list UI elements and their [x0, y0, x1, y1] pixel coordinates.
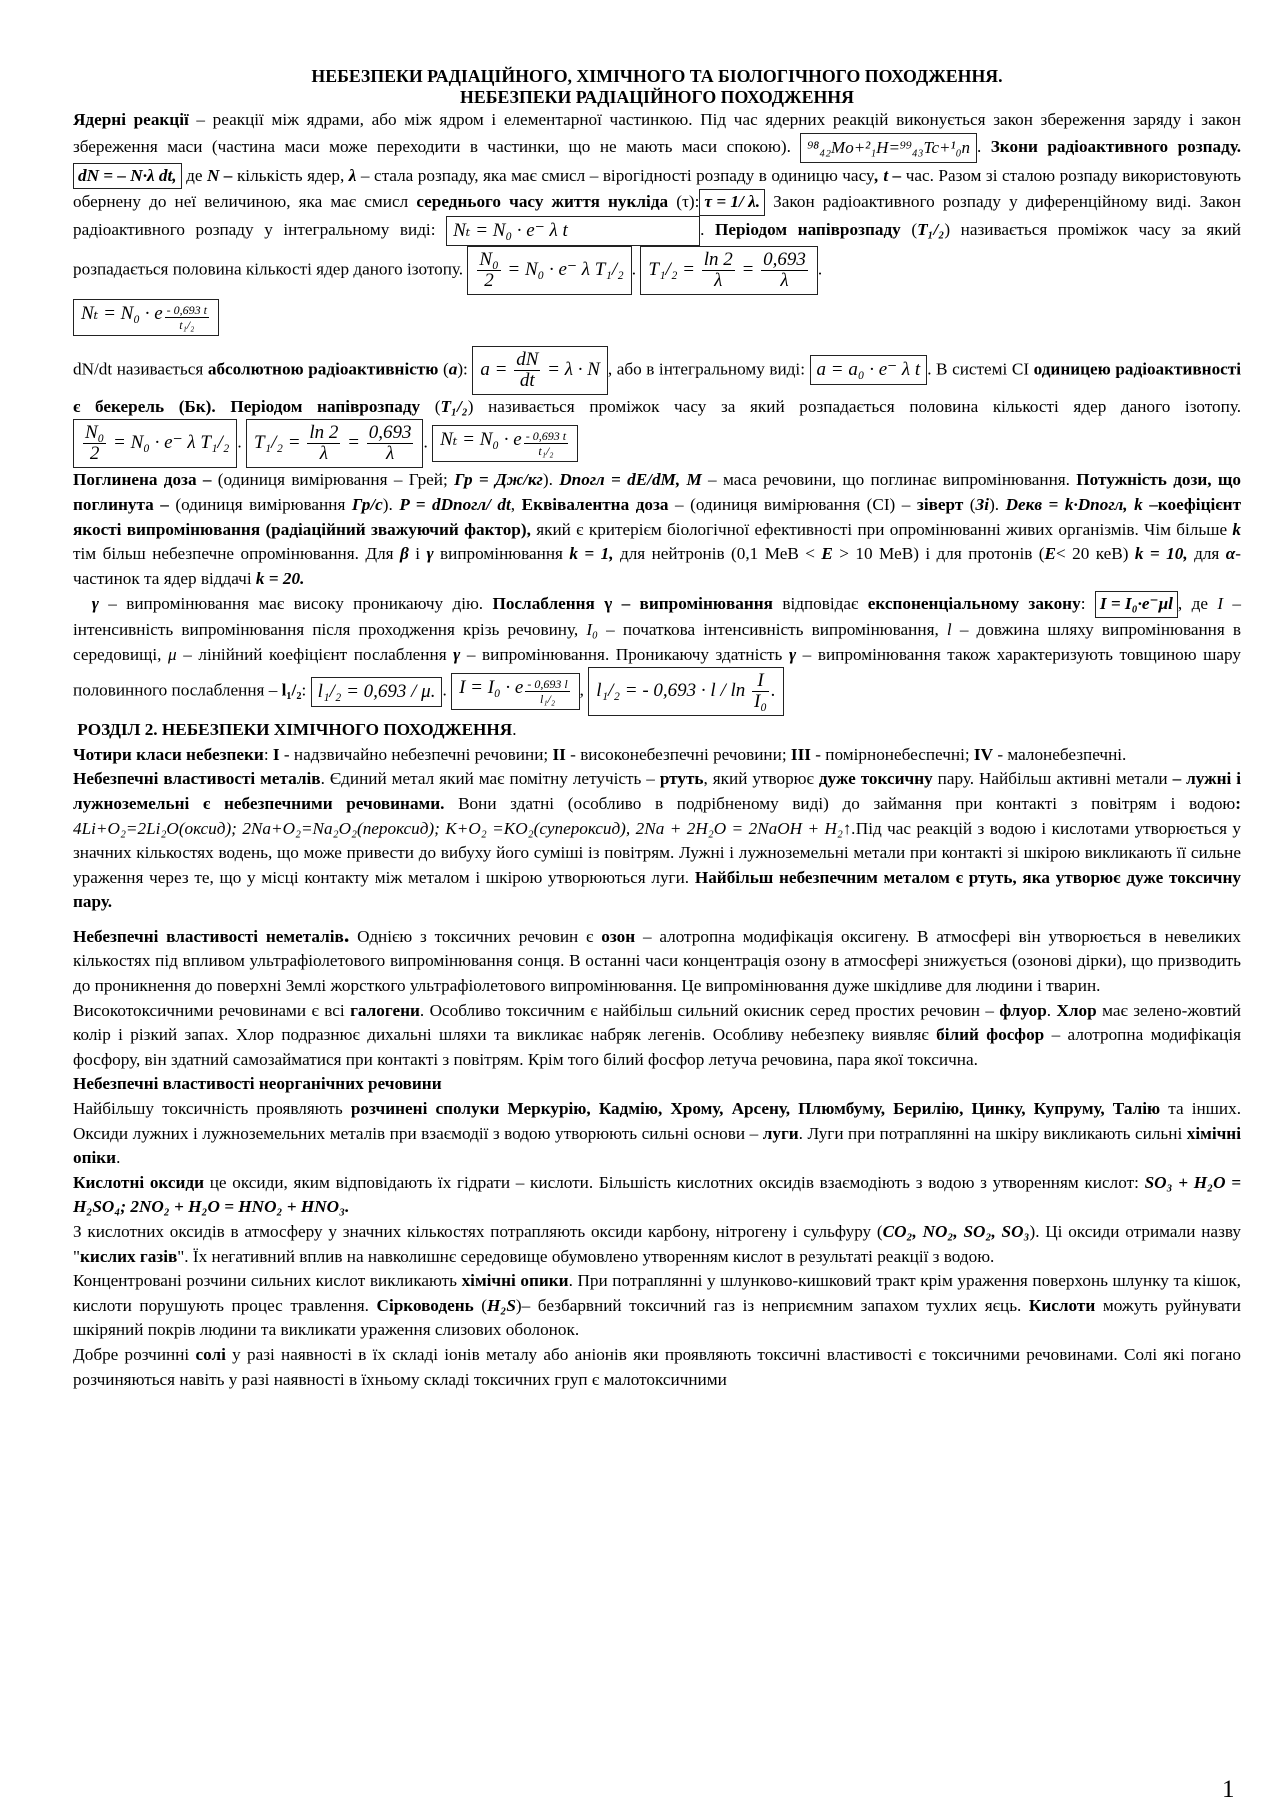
formula-half-life-lambda-2: T₁/₂ = $\frac{\ln 2}{\lambda}$ = $\frac{0,693}{\lambda}$ [246, 419, 424, 468]
formula-activity-integral: a = a₀ · e⁻ λ t [810, 355, 928, 385]
formula-intensity: I = I₀ · e $\frac{- 0,693 l}{\text{l₁/₂}}$ [451, 673, 580, 710]
formula-integral-decay: Nₜ = N₀ · e⁻ λ t [446, 216, 700, 246]
term-half-life: Періодом напіврозпаду [714, 219, 901, 239]
term-dose-rate: Потужність дози, що поглинута – [73, 470, 1241, 514]
formula-half-population: $\frac{\text{N₀}}{2}$ = N₀ · e⁻ λ T₁/₂ [467, 246, 631, 295]
formula-decay-law: dN = – N·λ dt, [73, 163, 182, 190]
term-mean-lifetime: середнього часу життя нукліда [416, 192, 669, 212]
paragraph-acid-gases: З кислотних оксидів в атмосферу у значних кількостях потрапляють оксиди карбону, нітрогену і сульфуру (CO₂, NO₂, SO₂, SO₃). Ці оксиди отримали назву "кислих газів". Їх негативний вплив на навколишнє середовище обумовлено утворенням кислот в результаті реакції з водою. [73, 1222, 1241, 1266]
paragraph-dose: Поглинена доза – (одиниця вимірювання – Грей; Гр = Дж/кг). Dпогл = dE/dM, M – маса речовини, що поглинає випромінювання. Потужність дози, що поглинута – (одиниця вимірювання Гр/с). P = dDпогл/ dt, Еквівалентна доза – (одиниця вимірювання (СІ) – зіверт (Зі). Dекв = k·Dпогл, k –коефіцієнт якості випромінювання (радіаційний зважуючий фактор), який є критерієм біологічної ефективності при опромінюванні живих організмів. Чім більше k тім більш небезпечне опромінювання. Для β і γ випромінювання k = 1, для нейтронів (0,1 МеВ < E > 10 МеВ) і для протонів (E< 20 кеВ) k = 10, для α-частинок та ядер віддачі k = 20. [73, 470, 1242, 588]
formula-acid-oxides: SO₃ + H₂O = H₂SO₄; 2NO₂ + H₂O = HNO₂ + HNO₃. [73, 1172, 1241, 1217]
paragraph-inorganic: Найбільшу токсичність проявляють розчинені сполуки Меркурію, Кадмію, Хрому, Арсену, Плюмбуму, Берилію, Цинку, Купруму, Талію та інших. Оксиди лужних і лужноземельних металів при взаємодії з водою утворюють сильні основи – луги. Луги при потраплянні на шкіру викликають сильні хімічні опіки. [73, 1099, 1242, 1168]
term-absolute-activity: абсолютною радіоактивністю [207, 359, 439, 379]
paragraph-salts: Добре розчинні солі у разі наявності в їх складі іонів металу або аніонів яки проявляють токсичні властивості є токсичними речовинами. Солі які погано розчиняються навіть у разі наявності в їхньому складі токсичних груп є малотоксичними [73, 1344, 1241, 1389]
paragraph-nonmetals: Небезпечні властивості неметалів. Однією з токсичних речовин є озон – алотропна модифікація оксигену. В атмосфері він утворюється в невеликих кількостях під впливом ультрафіолетового випромінювання сонця. В останні часи концентрація озону в атмосфері знижується (озонові дірки), що призводить до проникнення до поверхні Землі жорсткого ультрафіолетового випромінювання. Це випромінювання дуже шкідливе для людини і тварин. [73, 921, 1242, 996]
formula-activity: a = $\frac{dN}{dt}$ = λ · N [472, 346, 608, 395]
term-nuclear-reactions: Ядерні реакції [73, 110, 189, 129]
page-number: 1 [1222, 1776, 1235, 1803]
term-decay-laws: Зкони радіоактивного розпаду. [990, 136, 1242, 156]
paragraph-activity: dN/dt називається абсолютною радіоактивністю (a): a = $\frac{dN}{dt}$ = λ · N , або в інтегральному виді: a = a₀ · e⁻ λ t . В системі СІ одиницею радіоактивності є бекерель (Бк). Періодом напіврозпаду (T₁/₂) називається проміжок часу за який розпадається половина кількості ядер даного ізотопу. $\frac{\text{N₀}}{2}$ = N₀ · e⁻ λ T₁/₂ . T₁/₂ = $\frac{\ln 2}{\lambda}$ = $\frac{0,693}{\lambda}$ . Nₜ = N₀ · e $\frac{- 0,693 t}{\text{t₁/₂}}$ [73, 346, 1241, 469]
term-becquerel: одиницею радіоактивності є бекерель (Бк). Періодом напіврозпаду [73, 359, 1242, 416]
document-page [73, 66, 1241, 1392]
formula-half-value-layer: l₁/₂ = 0,693 / μ. [311, 677, 443, 707]
formula-tau: τ = 1/ λ. [699, 189, 765, 216]
section-heading-chemical: РОЗДІЛ 2. НЕБЕЗПЕКИ ХІМІЧНОГО ПОХОДЖЕННЯ. [77, 720, 517, 740]
paragraph-hazard-classes: Чотири класи небезпеки: I - надзвичайно небезпечні речовини; II - високонебезпечні речовини; III - помірнонебеспечні; IV - малонебезпечні. [73, 744, 1127, 764]
paragraph-gamma-attenuation: γ – випромінювання має високу проникаючу дію. Послаблення γ – випромінювання відповідає експоненціальному закону: I = I₀·e⁻μl , де I – інтенсивність випромінювання після проходження крізь речовину, I₀ – початкова інтенсивність випромінювання, l – довжина шляху випромінювання в середовищі, μ – лінійний коефіцієнт послаблення γ – випромінювання. Проникаючу здатність γ – випромінювання також характеризують товщиною шару половинного послаблення – l₁/₂: l₁/₂ = 0,693 / μ. . I = I₀ · e $\frac{- 0,693 l}{\text{l₁/₂}}$ , l₁/₂ = - 0,693 · l / ln $\frac{I}{\text{I₀}}$ . [73, 591, 1241, 716]
formula-half-population-2: $\frac{\text{N₀}}{2}$ = N₀ · e⁻ λ T₁/₂ [73, 419, 237, 468]
heading-inorganic: Небезпечні властивості неорганічних речовини [73, 1074, 442, 1094]
formula-metal-reactions: 4Li+O₂=2Li₂O(оксид); 2Na+O₂=Na₂O₂(пероксид); K+O₂ =KO₂(супероксид), 2Na + 2H₂O = 2NaOH + H₂↑. [73, 818, 856, 838]
formula-half-value-layer-ln: l₁/₂ = - 0,693 · l / ln $\frac{I}{\text{I₀}}$ . [588, 667, 783, 716]
formula-nuclear-reaction: ⁹⁸₄₂Mo+²₁H=⁹⁹₄₃Tc+¹₀n [800, 133, 977, 163]
paragraph-metals: Небезпечні властивості металів. Єдиний метал який має помітну летучість – ртуть, який утворює дуже токсичну пару. Найбільш активні метали – лужні і лужноземельні є небезпечними речовинами. Вони здатні (особливо в подрібненому виді) до займання при контакті з повітрям і водою: 4Li+O₂=2Li₂O(оксид); 2Na+O₂=Na₂O₂(пероксид); K+O₂ =KO₂(супероксид), 2Na + 2H₂O = 2NaOH + H₂↑.Під час реакцій з водою і кислотами утворюється у значних кількостях водень, що може привести до вибуху його суміші із повітрям. Лужні і лужноземельні метали при контакті зі шкірою викликають її сильне ураження через те, що у місці контакту між металом і шкірою утворюються луги. Найбільш небезпечним металом є ртуть, яка утворює дуже токсичну пару. [73, 769, 1241, 912]
document-title: НЕБЕЗПЕКИ РАДІАЦІЙНОГО, ХІМІЧНОГО ТА БІОЛОГІЧНОГО ПОХОДЖЕННЯ. [311, 66, 1003, 86]
formula-Nt-half-life-2: Nₜ = N₀ · e $\frac{- 0,693 t}{\text{t₁/₂}}$ [432, 425, 578, 462]
paragraph-acid-oxides: Кислотні оксиди це оксиди, яким відповідають їх гідрати – кислоти. Більшість кислотних оксидів взаємодіють з водою з утворенням кислот: SO₃ + H₂O = H₂SO₄; 2NO₂ + H₂O = HNO₂ + HNO₃. [73, 1172, 1241, 1217]
formula-Nt-half-life: Nₜ = N₀ · e $\frac{- 0,693 t}{\text{t₁/₂}}$ [73, 299, 219, 336]
paragraph-halogens: Високотоксичними речовинами є всі галогени. Особливо токсичним є найбільш сильний окисник серед простих речовин – флуор. Хлор має зелено-жовтий колір і різкий запах. Хлор подразнює дихальні шляхи та викликає набряк легенів. Особливу небезпеку виявляє білий фосфор – алотропна модифікація фосфору, він здатний самозайматися при контакті з повітрям. Крім того білий фосфор летуча речовина, пара якої токсична. [73, 1000, 1242, 1069]
formula-half-life-lambda: T₁/₂ = $\frac{\ln 2}{\lambda}$ = $\frac{0,693}{\lambda}$ [640, 246, 818, 295]
paragraph-acids: Концентровані розчини сильних кислот викликають хімічні опики. При потраплянні у шлунково-кишковий тракт крім ураження поверхонь шлунку та кішок, кислоти порушують процес травлення. Сірководень (H₂S)– безбарвний токсичний газ із неприємним запахом тухлих яєць. Кислоти можуть руйнувати шкіряний покрів людини та викликати ураження слизових оболонок. [73, 1271, 1241, 1340]
term-equivalent-dose: Еквівалентна доза [521, 494, 669, 514]
formula-attenuation-law: I = I₀·e⁻μl [1095, 591, 1178, 618]
term-absorbed-dose: Поглинена доза – [73, 470, 212, 490]
paragraph-nuclear-reactions: Ядерні реакції – реакції між ядрами, або між ядром і елементарної частинкою. Під час ядерних реакцій виконується закон збереження заряду і закон збереження маси (частина маси може переходити в частинки, що не мають маси спокою). ⁹⁸₄₂Mo+²₁H=⁹⁹₄₃Tc+¹₀n . Зкони радіоактивного розпаду. dN = – N·λ dt, де N – кількість ядер, λ – стала розпаду, яка має смисл – вірогідності розпаду в одиницю часу, t – час. Разом зі сталою розпаду використовують обернену до неї величиною, яка має смисл середнього часу життя нукліда (τ): τ = 1/ λ. Закон радіоактивного розпаду у диференційному виді. Закон радіоактивного розпаду у інтегральному виді: Nₜ = N₀ · e⁻ λ t . Періодом напіврозпаду (T₁/₂) називається проміжок часу за який розпадається половина кількості ядер даного ізотопу. $\frac{\text{N₀}}{2}$ = N₀ · e⁻ λ T₁/₂ . T₁/₂ = $\frac{\ln 2}{\lambda}$ = $\frac{0,693}{\lambda}$ . [73, 108, 1241, 295]
document-subtitle: НЕБЕЗПЕКИ РАДІАЦІЙНОГО ПОХОДЖЕННЯ [460, 87, 854, 107]
